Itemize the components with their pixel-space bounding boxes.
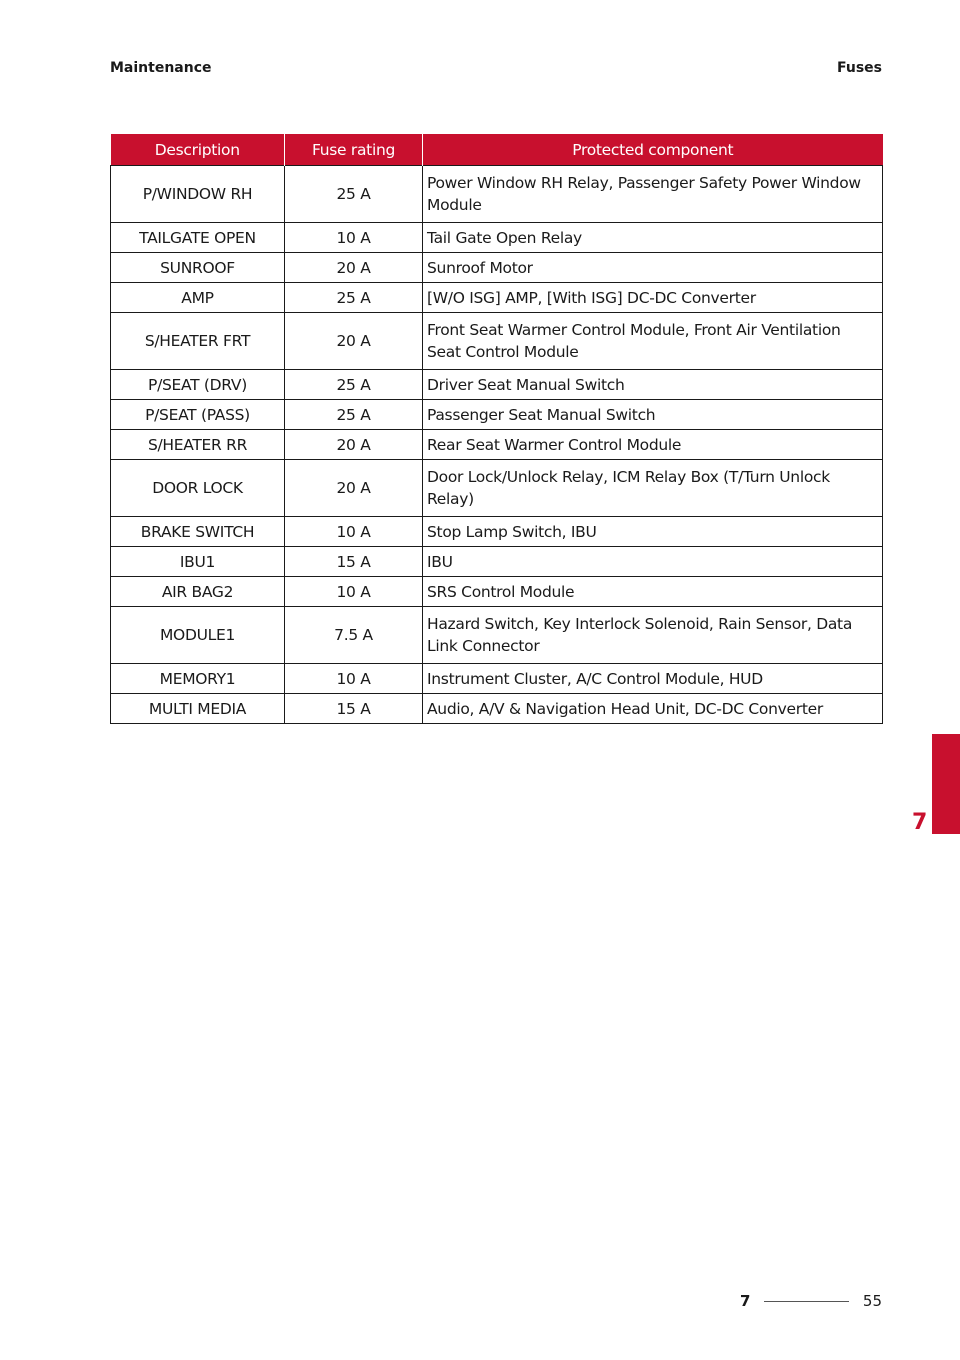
table-row <box>111 664 883 694</box>
fuse-description: AMP <box>111 283 285 313</box>
fuse-rating: 7.5 A <box>285 607 423 664</box>
table-row <box>111 547 883 577</box>
table-row <box>111 577 883 607</box>
section-title: Maintenance <box>110 60 212 76</box>
fuse-description: P/SEAT (DRV) <box>111 370 285 400</box>
table-row <box>111 460 883 517</box>
protected-component: Instrument Cluster, A/C Control Module, HUD <box>423 664 883 694</box>
fuse-rating: 10 A <box>285 664 423 694</box>
fuse-rating: 10 A <box>285 517 423 547</box>
table-row <box>111 223 883 253</box>
fuse-table <box>110 134 883 724</box>
footer-divider <box>764 1301 848 1302</box>
fuse-rating: 25 A <box>285 283 423 313</box>
protected-component: Front Seat Warmer Control Module, Front Air Ventilation Seat Control Module <box>423 313 883 370</box>
fuse-description: P/SEAT (PASS) <box>111 400 285 430</box>
fuse-rating: 20 A <box>285 253 423 283</box>
table-row <box>111 517 883 547</box>
table-row <box>111 253 883 283</box>
fuse-description: DOOR LOCK <box>111 460 285 517</box>
protected-component: Audio, A/V & Navigation Head Unit, DC-DC Converter <box>423 694 883 724</box>
fuse-description: IBU1 <box>111 547 285 577</box>
fuse-description: SUNROOF <box>111 253 285 283</box>
fuse-description: P/WINDOW RH <box>111 166 285 223</box>
protected-component: SRS Control Module <box>423 577 883 607</box>
chapter-tab <box>932 734 960 834</box>
protected-component: Door Lock/Unlock Relay, ICM Relay Box (T/Turn Unlock Relay) <box>423 460 883 517</box>
protected-component: Stop Lamp Switch, IBU <box>423 517 883 547</box>
fuse-description: MULTI MEDIA <box>111 694 285 724</box>
fuse-rating: 10 A <box>285 577 423 607</box>
page-number: 55 <box>862 1292 882 1310</box>
table-row <box>111 370 883 400</box>
fuse-description: BRAKE SWITCH <box>111 517 285 547</box>
fuse-description: S/HEATER RR <box>111 430 285 460</box>
running-header <box>110 60 882 76</box>
fuse-rating: 15 A <box>285 547 423 577</box>
fuse-rating: 25 A <box>285 370 423 400</box>
table-row <box>111 694 883 724</box>
column-header-protected-component: Protected component <box>423 134 883 166</box>
fuse-description: AIR BAG2 <box>111 577 285 607</box>
chapter-tab-number: 7 <box>912 810 928 835</box>
fuse-rating: 20 A <box>285 430 423 460</box>
protected-component: Rear Seat Warmer Control Module <box>423 430 883 460</box>
fuse-rating: 25 A <box>285 166 423 223</box>
column-header-fuse-rating: Fuse rating <box>285 134 423 166</box>
protected-component: Hazard Switch, Key Interlock Solenoid, Rain Sensor, Data Link Connector <box>423 607 883 664</box>
fuse-description: MEMORY1 <box>111 664 285 694</box>
protected-component: Sunroof Motor <box>423 253 883 283</box>
fuse-rating: 25 A <box>285 400 423 430</box>
table-row <box>111 313 883 370</box>
page-footer <box>740 1292 882 1310</box>
footer-chapter: 7 <box>740 1292 751 1310</box>
protected-component: IBU <box>423 547 883 577</box>
fuse-rating: 10 A <box>285 223 423 253</box>
table-row <box>111 607 883 664</box>
protected-component: Tail Gate Open Relay <box>423 223 883 253</box>
fuse-rating: 15 A <box>285 694 423 724</box>
table-header-row <box>111 134 883 166</box>
table-row <box>111 400 883 430</box>
fuse-description: MODULE1 <box>111 607 285 664</box>
fuse-description: TAILGATE OPEN <box>111 223 285 253</box>
protected-component: Passenger Seat Manual Switch <box>423 400 883 430</box>
table-row <box>111 166 883 223</box>
protected-component: [W/O ISG] AMP, [With ISG] DC-DC Converter <box>423 283 883 313</box>
fuse-description: S/HEATER FRT <box>111 313 285 370</box>
protected-component: Driver Seat Manual Switch <box>423 370 883 400</box>
column-header-description: Description <box>111 134 285 166</box>
fuse-rating: 20 A <box>285 460 423 517</box>
table-row <box>111 283 883 313</box>
topic-title: Fuses <box>837 60 882 76</box>
protected-component: Power Window RH Relay, Passenger Safety Power Window Module <box>423 166 883 223</box>
fuse-rating: 20 A <box>285 313 423 370</box>
table-row <box>111 430 883 460</box>
